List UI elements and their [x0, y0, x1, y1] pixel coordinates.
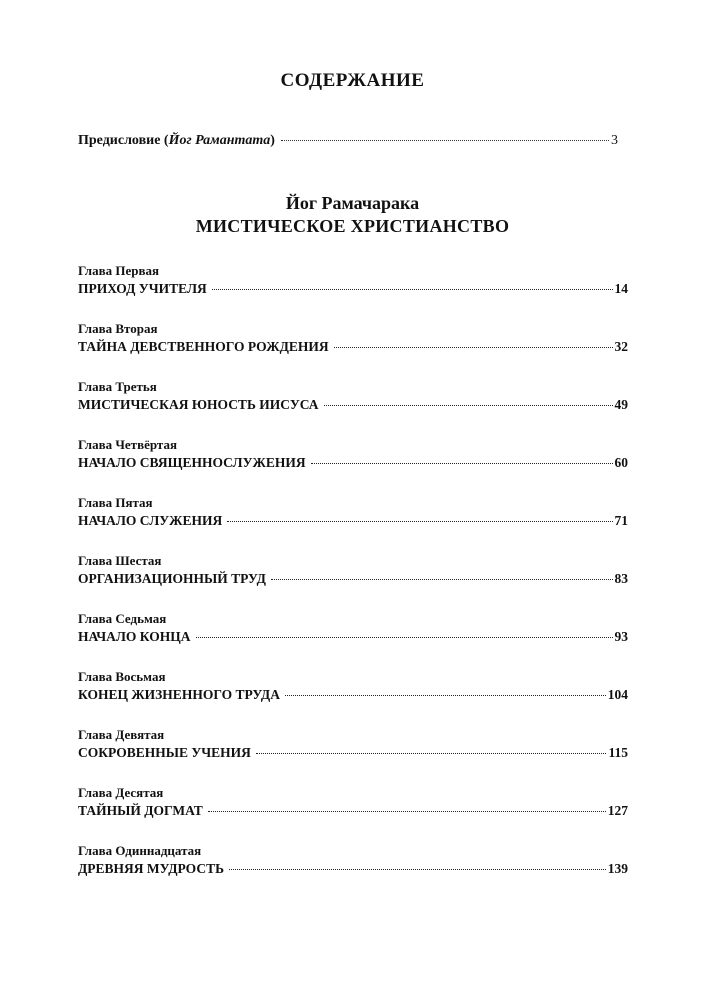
chapter-title-row [78, 337, 628, 357]
chapter-page-number: 32 [614, 339, 628, 354]
chapter-entry [78, 610, 628, 668]
contents-title: СОДЕРЖАНИЕ [280, 70, 425, 91]
dot-leader [208, 811, 606, 812]
chapter-entry [78, 668, 628, 726]
chapter-title: СОКРОВЕННЫЕ УЧЕНИЯ [78, 745, 251, 760]
chapter-title-row [78, 279, 628, 299]
chapter-list [78, 262, 628, 900]
chapter-number: Глава Девятая [78, 727, 165, 742]
chapter-number: Глава Четвёртая [78, 437, 177, 452]
chapter-title: ОРГАНИЗАЦИОННЫЙ ТРУД [78, 571, 266, 586]
dot-leader [227, 521, 612, 522]
chapter-title: ПРИХОД УЧИТЕЛЯ [78, 281, 207, 296]
dot-leader [271, 579, 613, 580]
chapter-page-number: 14 [614, 281, 628, 296]
dot-leader [281, 140, 609, 141]
dot-leader [229, 869, 606, 870]
book-author: Йог Рамачарака [285, 193, 420, 213]
preface-close-paren: ) [270, 133, 275, 148]
chapter-title-row [78, 859, 628, 879]
preface-author: Йог Рамантата [168, 133, 271, 148]
chapter-title: ТАЙНА ДЕВСТВЕННОГО РОЖДЕНИЯ [78, 339, 329, 354]
chapter-entry [78, 378, 628, 436]
chapter-entry [78, 494, 628, 552]
chapter-page-number: 127 [607, 803, 628, 818]
chapter-title: НАЧАЛО СЛУЖЕНИЯ [78, 513, 223, 528]
dot-leader [285, 695, 606, 696]
chapter-number: Глава Пятая [78, 495, 153, 510]
chapter-entry [78, 552, 628, 610]
chapter-page-number: 115 [608, 745, 628, 760]
chapter-title-row [78, 453, 628, 473]
chapter-number: Глава Третья [78, 379, 157, 394]
chapter-title-row [78, 743, 628, 763]
chapter-title: МИСТИЧЕСКАЯ ЮНОСТЬ ИИСУСА [78, 397, 319, 412]
preface-entry [78, 133, 618, 149]
dot-leader [256, 753, 607, 754]
chapter-number: Глава Седьмая [78, 611, 167, 626]
chapter-entry [78, 842, 628, 900]
chapter-title-row [78, 395, 628, 415]
book-title: МИСТИЧЕСКОЕ ХРИСТИАНСТВО [195, 216, 510, 236]
chapter-title: ДРЕВНЯЯ МУДРОСТЬ [78, 861, 225, 876]
chapter-title-row [78, 569, 628, 589]
chapter-title-row [78, 627, 628, 647]
chapter-page-number: 104 [607, 687, 628, 702]
chapter-page-number: 139 [607, 861, 628, 876]
dot-leader [212, 289, 613, 290]
dot-leader [324, 405, 613, 406]
chapter-title: НАЧАЛО КОНЦА [78, 629, 191, 644]
chapter-title-row [78, 685, 628, 705]
chapter-entry [78, 726, 628, 784]
preface-page-number: 3 [611, 133, 618, 148]
chapter-number: Глава Первая [78, 263, 160, 278]
chapter-title-row [78, 511, 628, 531]
chapter-page-number: 49 [614, 397, 628, 412]
chapter-entry [78, 436, 628, 494]
chapter-entry [78, 320, 628, 378]
chapter-entry [78, 262, 628, 320]
chapter-page-number: 83 [614, 571, 628, 586]
dot-leader [196, 637, 613, 638]
chapter-number: Глава Шестая [78, 553, 162, 568]
chapter-number: Глава Вторая [78, 321, 158, 336]
chapter-title: ТАЙНЫЙ ДОГМАТ [78, 803, 203, 818]
chapter-page-number: 93 [614, 629, 628, 644]
dot-leader [334, 347, 613, 348]
chapter-title: НАЧАЛО СВЯЩЕННОСЛУЖЕНИЯ [78, 455, 306, 470]
chapter-number: Глава Одиннадцатая [78, 843, 202, 858]
preface-label: Предисловие ( [78, 133, 169, 148]
chapter-page-number: 71 [614, 513, 628, 528]
chapter-number: Глава Восьмая [78, 669, 166, 684]
chapter-number: Глава Десятая [78, 785, 164, 800]
chapter-title-row [78, 801, 628, 821]
chapter-page-number: 60 [614, 455, 628, 470]
chapter-title: КОНЕЦ ЖИЗНЕННОГО ТРУДА [78, 687, 280, 702]
chapter-entry [78, 784, 628, 842]
dot-leader [311, 463, 613, 464]
